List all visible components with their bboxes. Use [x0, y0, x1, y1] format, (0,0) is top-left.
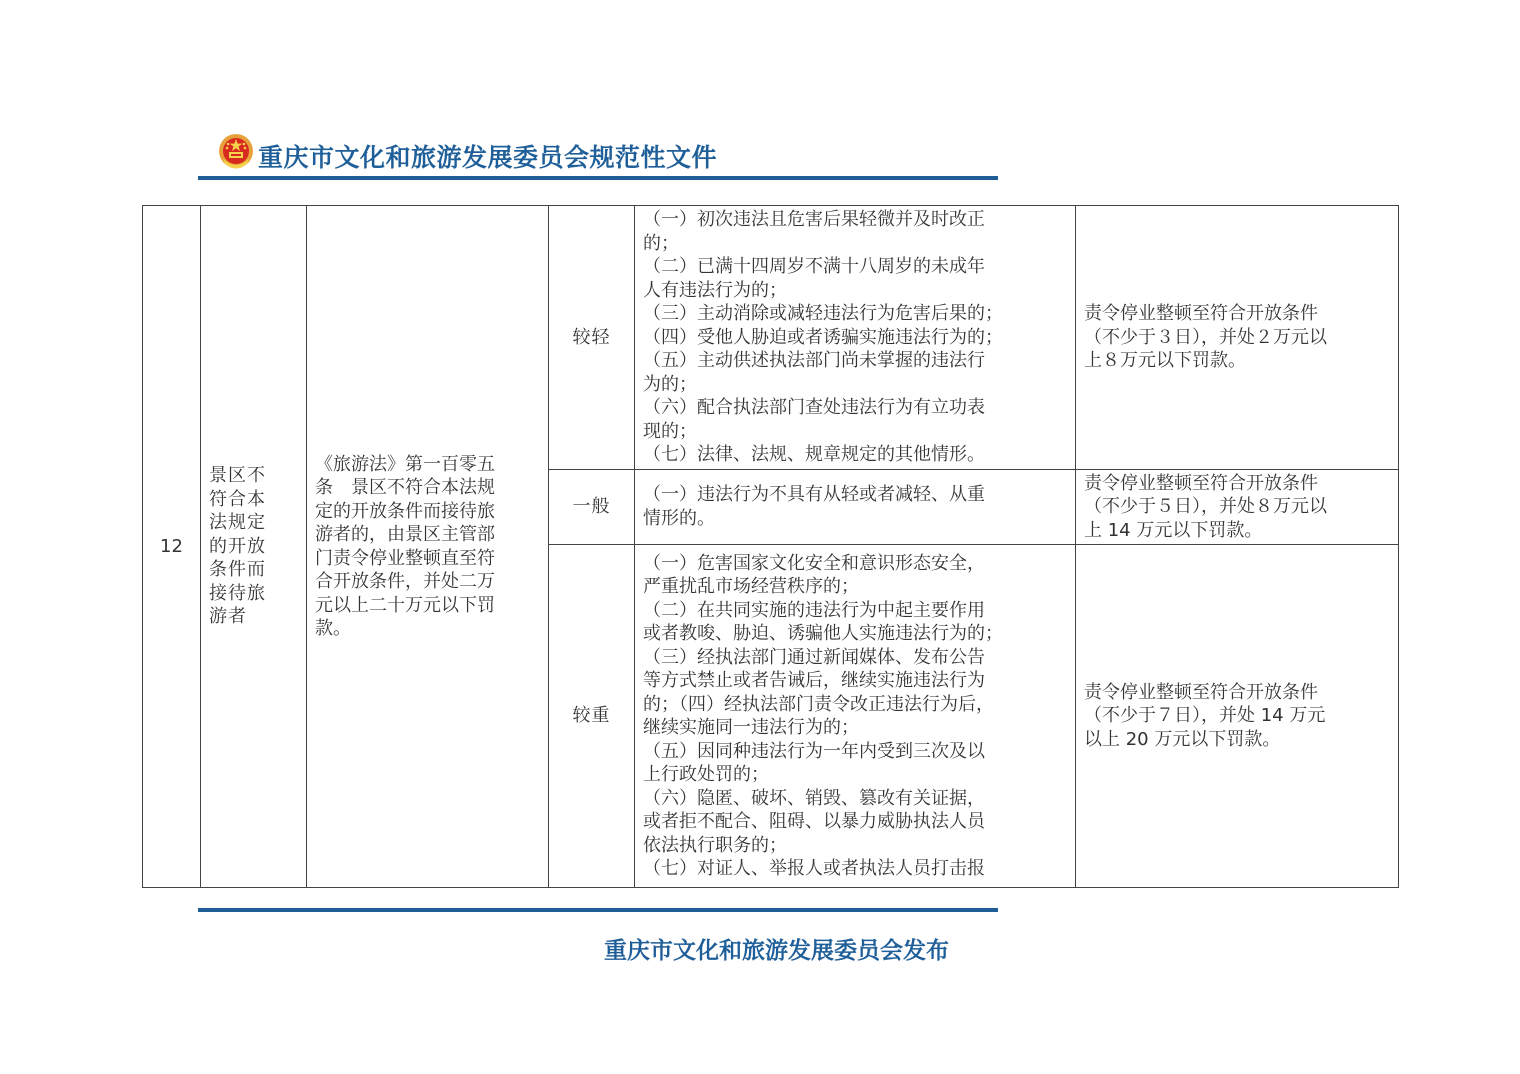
legal-basis-line: 《旅游法》第一百零五	[315, 453, 495, 475]
condition-line: 情形的。	[643, 507, 715, 529]
condition-line: 现的；	[643, 420, 697, 442]
penalty-line: 责令停业整顿至符合开放条件	[1084, 303, 1318, 324]
condition-line: （五）主动供述执法部门尚未掌握的违法行	[643, 350, 985, 371]
condition-line: （二）已满十四周岁不满十八周岁的未成年	[643, 256, 985, 277]
condition-line: 继续实施同一违法行为的；	[643, 717, 859, 738]
condition-line: 或者拒不配合、阻碍、以暴力威胁执法人员	[643, 811, 985, 832]
item-number: 12	[143, 206, 201, 888]
condition-line: （七）对证人、举报人或者执法人员打击报	[643, 858, 985, 879]
condition-line: （四）受他人胁迫或者诱骗实施违法行为的；	[643, 326, 1003, 348]
legal-basis-line: 元以上二十万元以下罚	[315, 594, 495, 616]
violation-name-line: 游者	[209, 606, 247, 628]
penalty-line: （不少于７日），并处 14 万元	[1084, 705, 1326, 727]
condition-line: 上行政处罚的；	[643, 764, 769, 785]
legal-basis-line: 合开放条件，并处二万	[315, 571, 495, 592]
condition-line: （一）危害国家文化安全和意识形态安全，	[643, 552, 985, 574]
violation-name-line: 条件而	[209, 559, 266, 581]
legal-basis-line: 门责令停业整顿直至符	[315, 547, 495, 569]
severity-level: 较重	[549, 545, 635, 888]
penalty-discretion-table	[142, 205, 1399, 888]
document-header-title: 重庆市文化和旅游发展委员会规范性文件	[258, 143, 718, 172]
condition-line: （一）违法行为不具有从轻或者减轻、从重	[643, 484, 985, 506]
violation-name-line: 景区不	[209, 465, 266, 487]
legal-basis	[307, 206, 549, 888]
condition-line: （五）因同种违法行为一年内受到三次及以	[643, 740, 985, 762]
legal-basis-line: 游者的，由景区主管部	[315, 524, 495, 545]
condition-line: 人有违法行为的；	[643, 279, 787, 301]
violation-name-line: 符合本	[209, 488, 266, 510]
national-emblem-icon	[218, 133, 254, 171]
condition-line: （六）隐匿、破坏、销毁、篡改有关证据，	[643, 787, 985, 809]
penalty-line: 责令停业整顿至符合开放条件	[1084, 472, 1318, 494]
legal-basis-line: 条 景区不符合本法规	[315, 477, 495, 498]
condition-line: （六）配合执法部门查处违法行为有立功表	[643, 397, 985, 418]
violation-name	[201, 206, 307, 888]
severity-level: 一般	[549, 469, 635, 545]
penalty-line: （不少于５日），并处８万元以	[1084, 496, 1327, 517]
condition-line: 严重扰乱市场经营秩序的；	[643, 576, 859, 597]
violation-name-line: 的开放	[209, 535, 266, 557]
conditions-cell	[635, 545, 1076, 888]
legal-basis-line: 款。	[315, 618, 351, 639]
condition-line: （七）法律、法规、规章规定的其他情形。	[643, 444, 985, 465]
conditions-cell	[635, 206, 1076, 470]
penalty-cell	[1076, 206, 1399, 470]
conditions-cell	[635, 469, 1076, 545]
penalty-cell	[1076, 545, 1399, 888]
condition-line: 依法执行职务的；	[643, 834, 787, 856]
condition-line: 的；	[643, 232, 679, 254]
penalty-line: 责令停业整顿至符合开放条件	[1084, 681, 1318, 703]
violation-name-line: 接待旅	[209, 582, 266, 604]
header-divider	[198, 176, 998, 180]
penalty-line: 以上 20 万元以下罚款。	[1084, 728, 1281, 750]
condition-line: （一）初次违法且危害后果轻微并及时改正	[643, 209, 985, 230]
condition-line: （二）在共同实施的违法行为中起主要作用	[643, 599, 985, 621]
document-footer-publisher: 重庆市文化和旅游发展委员会发布	[604, 937, 949, 964]
table-row	[143, 206, 1399, 470]
penalty-line: 上８万元以下罚款。	[1084, 350, 1246, 371]
legal-basis-line: 定的开放条件而接待旅	[315, 500, 495, 522]
condition-line: （三）经执法部门通过新闻媒体、发布公告	[643, 646, 985, 668]
condition-line: （三）主动消除或减轻违法行为危害后果的；	[643, 303, 1003, 324]
condition-line: 的；（四）经执法部门责令改正违法行为后，	[643, 693, 994, 715]
penalty-line: 上 14 万元以下罚款。	[1084, 519, 1263, 541]
severity-level: 较轻	[549, 206, 635, 470]
condition-line: 为的；	[643, 373, 697, 395]
condition-line: 等方式禁止或者告诫后，继续实施违法行为	[643, 670, 985, 691]
violation-name-line: 法规定	[209, 512, 266, 534]
penalty-cell	[1076, 469, 1399, 545]
footer-divider	[198, 908, 998, 912]
penalty-line: （不少于３日），并处２万元以	[1084, 326, 1327, 348]
condition-line: 或者教唆、胁迫、诱骗他人实施违法行为的；	[643, 623, 1003, 644]
